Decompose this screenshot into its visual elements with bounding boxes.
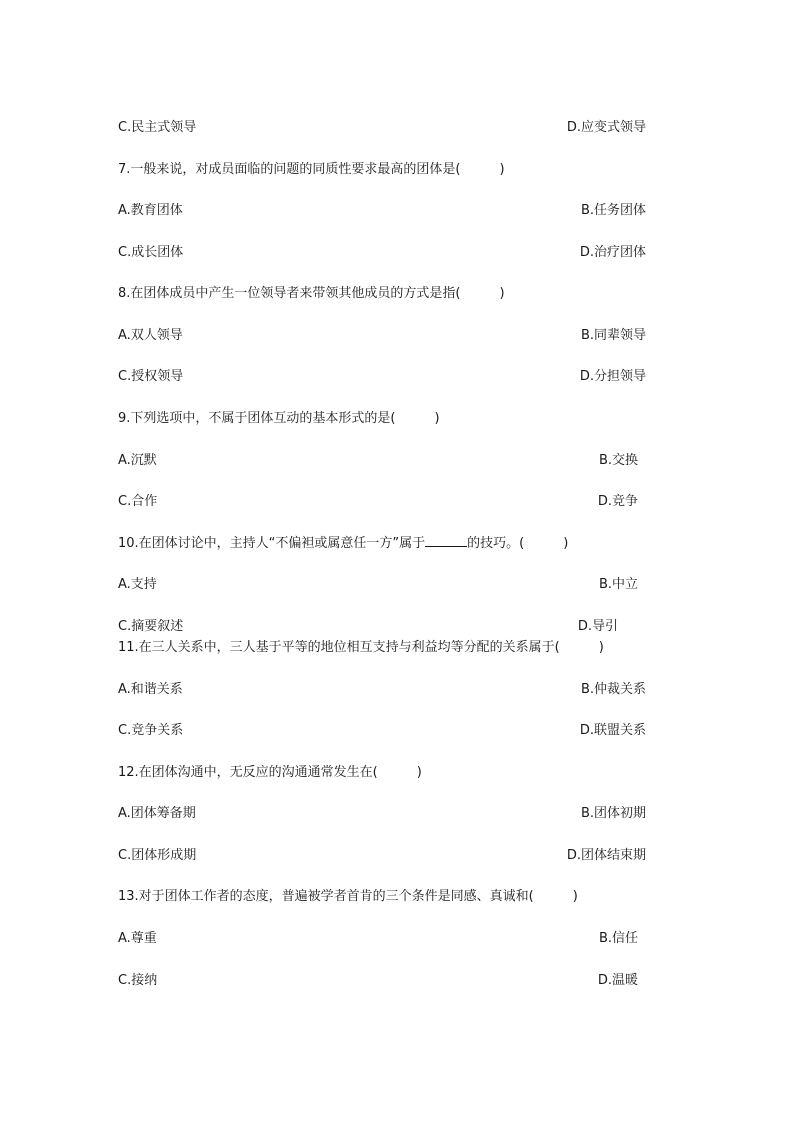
options-row [118,451,638,471]
options-row [118,721,646,741]
question-text: 13.对于团体工作者的态度，普遍被学者首肯的三个条件是同感、真诚和( ) [118,889,578,904]
question-text: 12.在团体沟通中，无反应的沟通通常发生在( ) [118,765,422,780]
options-row [118,575,638,595]
option-d: D.竞争 [597,494,638,509]
options-row [118,118,646,138]
option-c: C.合作 [118,494,158,509]
answer-blank [425,534,467,547]
option-d: D.治疗团体 [579,245,646,260]
option-b: B.信任 [598,931,638,946]
option-b: B.中立 [598,577,638,592]
option-c: C.民主式领导 [118,120,197,135]
option-a: A.双人领导 [118,328,183,343]
options-row [118,326,646,346]
options-row [118,201,646,221]
option-d: D.分担领导 [579,369,646,384]
option-a: A.和谐关系 [118,682,183,697]
question-10 [118,534,646,554]
question-13 [118,887,646,907]
option-b: B.任务团体 [580,203,646,218]
question-text-part-b: 的技巧。( ) [467,536,569,551]
options-row [118,243,646,263]
option-b: B.同辈领导 [580,328,646,343]
options-row [118,971,638,991]
options-row [118,804,646,824]
option-a: A.支持 [118,577,157,592]
option-d: D.导引 [577,619,618,634]
option-c: C.团体形成期 [118,848,197,863]
option-b: B.仲裁关系 [580,682,646,697]
option-c: C.成长团体 [118,245,184,260]
question-7 [118,160,646,180]
options-row [118,492,638,512]
question-text: 7.一般来说，对成员面临的问题的同质性要求最高的团体是( ) [118,162,505,177]
option-c: C.授权领导 [118,369,184,384]
question-12 [118,763,646,783]
question-text: 8.在团体成员中产生一位领导者来带领其他成员的方式是指( ) [118,286,505,301]
option-a: A.尊重 [118,931,157,946]
option-b: B.交换 [598,453,638,468]
question-9 [118,409,646,429]
question-11 [118,638,646,658]
question-text [118,534,568,554]
question-text-part-a: 10.在团体讨论中，主持人“不偏袒或属意任一方”属于 [118,536,426,551]
options-row [118,617,618,637]
option-b: B.团体初期 [580,806,646,821]
option-a: A.团体筹备期 [118,806,196,821]
options-row [118,846,646,866]
option-d: D.联盟关系 [579,723,646,738]
option-d: D.温暖 [597,973,638,988]
option-a: A.沉默 [118,453,157,468]
option-a: A.教育团体 [118,203,183,218]
option-d: D.应变式领导 [566,120,646,135]
question-8 [118,284,646,304]
option-c: C.摘要叙述 [118,619,184,634]
question-text: 9.下列选项中，不属于团体互动的基本形式的是( ) [118,411,440,426]
option-d: D.团体结束期 [566,848,646,863]
option-c: C.接纳 [118,973,158,988]
options-row [118,367,646,387]
options-row [118,929,638,949]
options-row [118,680,646,700]
option-c: C.竞争关系 [118,723,184,738]
question-text: 11.在三人关系中，三人基于平等的地位相互支持与利益均等分配的关系属于( ) [118,640,604,655]
